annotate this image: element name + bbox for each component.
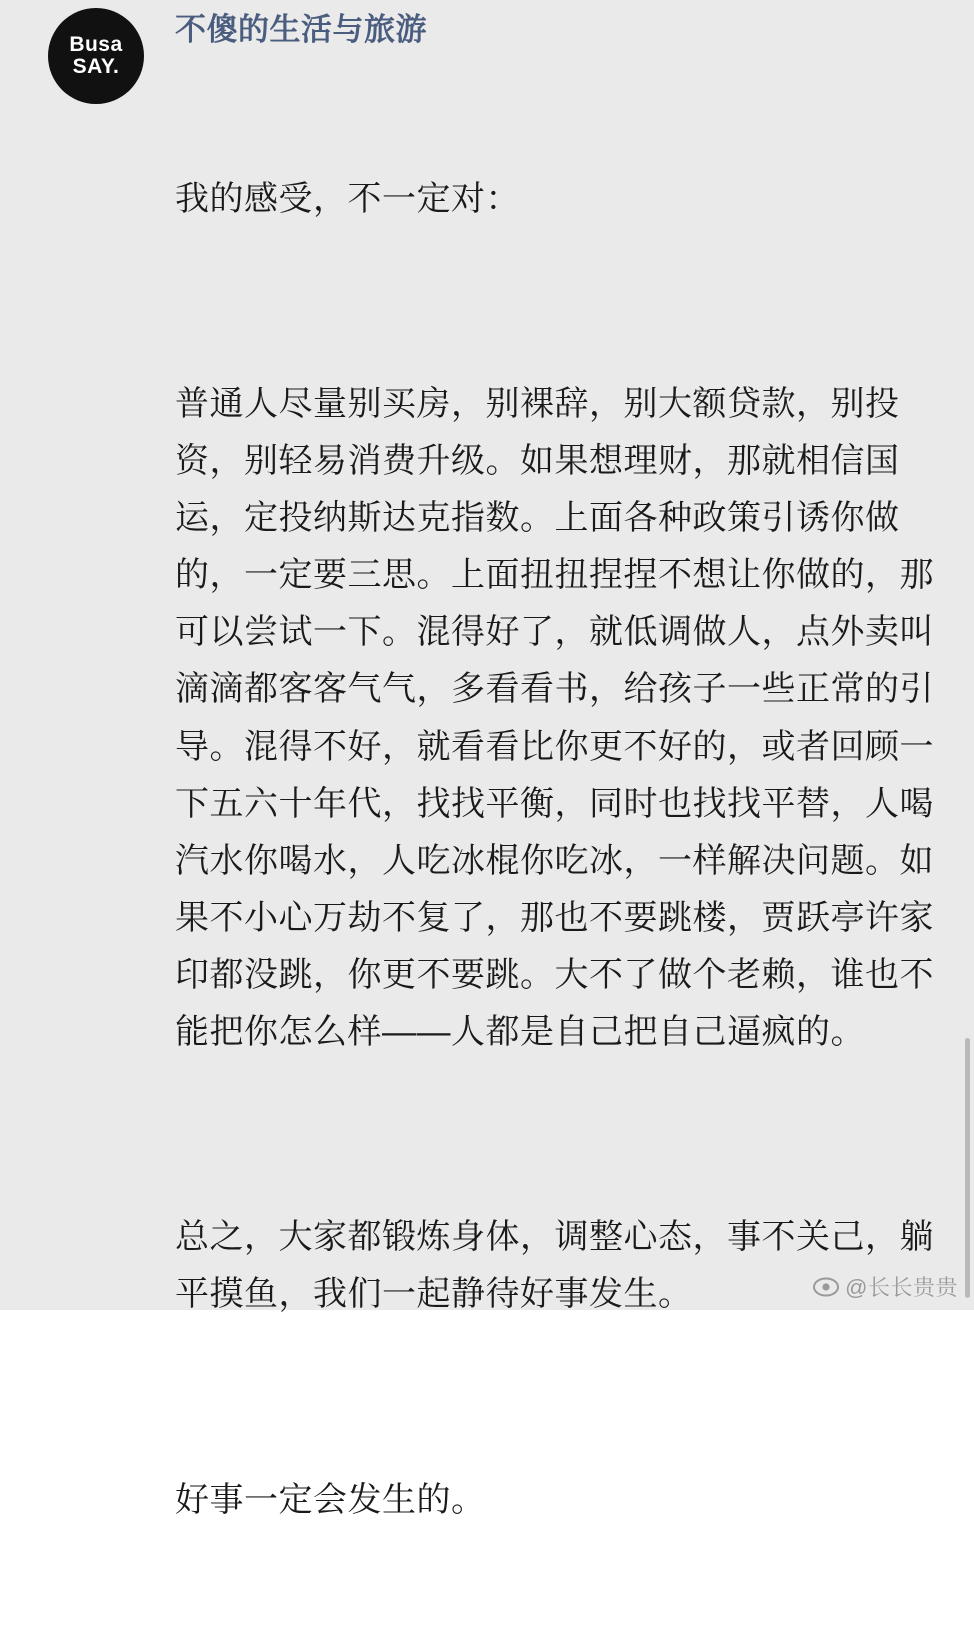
watermark (813, 1271, 958, 1302)
avatar-line-2: SAY. (72, 55, 120, 78)
post-intro-line: 我的感受，不一定对： (175, 179, 520, 218)
post-paragraph-2: 总之，大家都锻炼身体，调整心态，事不关己，躺平摸鱼，我们一起静待好事发生。 (175, 1218, 934, 1314)
vertical-scrollbar[interactable] (965, 1038, 970, 1298)
post-body (175, 56, 935, 1643)
weibo-eye-icon (813, 1276, 839, 1298)
avatar-line-1: Busa (69, 32, 123, 56)
watermark-text: @长长贵贵 (845, 1275, 958, 1300)
post-paragraph-1: 普通人尽量别买房，别裸辞，别大额贷款，别投资，别轻易消费升级。如果想理财，那就相信国运，定投纳斯达克指数。上面各种政策引诱你做的，一定要三思。上面扭扭捏捏不想让你做的，那可以尝试一下。混得好了，就低调做人，点外卖叫滴滴都客客气气，多看看书，给孩子一些正常的引导。混得不好，就看看比你更不好的，或者回顾一下五六十年代，找找平衡，同时也找找平替，人喝汽水你喝水，人吃冰棍你吃冰，一样解决问题。如果不小心万劫不复了，那也不要跳楼，贾跃亭许家印都没跳，你更不要跳。大不了做个老赖，谁也不能把你怎么样——人都是自己把自己逼疯的。 (175, 384, 934, 1052)
post-paragraph-3: 好事一定会发生的。 (175, 1480, 486, 1519)
post-author-name[interactable]: 不傻的生活与旅游 (175, 12, 427, 47)
post-content (175, 10, 935, 1643)
avatar[interactable] (48, 8, 144, 104)
